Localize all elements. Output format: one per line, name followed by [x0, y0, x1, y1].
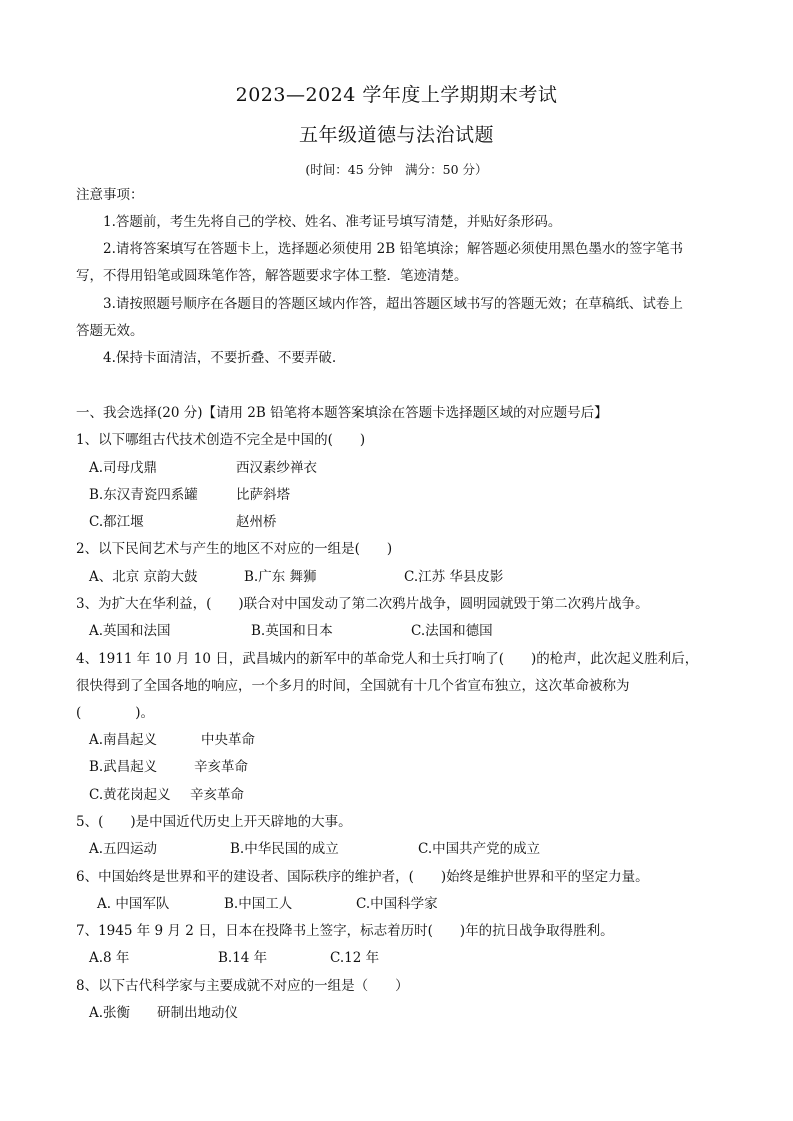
question-1-option-b-pair: 比萨斜塔 [236, 487, 290, 503]
question-4-option-b: B.武昌起义 [89, 759, 158, 775]
question-5-option-a: A.五四运动 [89, 841, 158, 857]
exam-title: 2023—2024 学年度上学期期末考试 [235, 84, 558, 106]
question-4-stem-line-3: ( )。 [76, 705, 155, 721]
notice-item-2-line-1: 2.请将答案填写在答题卡上，选择题必须使用 2B 铅笔填涂；解答题必须使用黑色墨水的签字笔书 [103, 241, 683, 257]
notice-item-1: 1.答题前，考生先将自己的学校、姓名、准考证号填写清楚，并贴好条形码。 [103, 214, 562, 230]
question-6-stem: 6、中国始终是世界和平的建设者、国际秩序的维护者，( )始终是维护世界和平的坚定力量。 [76, 869, 649, 885]
question-2-option-b: B.广东 舞狮 [244, 569, 317, 585]
question-7-option-c: C.12 年 [330, 950, 380, 966]
question-7-option-a: A.8 年 [89, 950, 130, 966]
question-3-option-c: C.法国和德国 [411, 623, 493, 639]
question-6-option-a: A. 中国军队 [97, 896, 170, 912]
question-1-option-b: B.东汉青瓷四系罐 [89, 487, 198, 503]
question-7-stem: 7、1945 年 9 月 2 日，日本在投降书上签字，标志着历时( )年的抗日战争取得胜利。 [76, 923, 614, 939]
question-1-option-a: A.司母戊鼎 [89, 460, 158, 476]
question-5-option-c: C.中国共产党的成立 [418, 841, 541, 857]
notice-heading: 注意事项： [76, 187, 144, 203]
notice-item-3-line-2: 答题无效。 [76, 323, 144, 339]
question-8-option-a: A.张衡 [89, 1005, 131, 1021]
question-8-option-a-pair: 研制出地动仪 [157, 1005, 238, 1021]
question-5-stem: 5、( )是中国近代历史上开天辟地的大事。 [76, 814, 352, 830]
question-4-stem-line-2: 很快得到了全国各地的响应，一个多月的时间，全国就有十几个省宣布独立，这次革命被称为 [76, 678, 630, 694]
question-8-stem: 8、以下古代科学家与主要成就不对应的一组是（ ） [76, 978, 409, 994]
question-4-option-c: C.黄花岗起义 [89, 787, 171, 803]
question-5-option-b: B.中华民国的成立 [230, 841, 339, 857]
question-4-option-c-pair: 辛亥革命 [190, 787, 244, 803]
question-3-option-b: B.英国和日本 [251, 623, 333, 639]
exam-time-info: (时间：45 分钟 满分：50 分） [305, 162, 488, 177]
question-4-stem-line-1: 4、1911 年 10 月 10 日，武昌城内的新军中的革命党人和士兵打响了( )的枪声，此次起义胜利后， [76, 651, 699, 667]
section-1-heading: 一、我会选择(20 分)【请用 2B 铅笔将本题答案填涂在答题卡选择题区域的对应题号后】 [76, 405, 608, 421]
question-3-stem: 3、为扩大在华利益，( )联合对中国发动了第二次鸦片战争，圆明园就毁于第二次鸦片战争。 [76, 596, 649, 612]
question-6-option-b: B.中国工人 [224, 896, 293, 912]
question-1-option-c-pair: 赵州桥 [236, 514, 277, 530]
question-4-option-b-pair: 辛亥革命 [194, 759, 248, 775]
question-4-option-a-pair: 中央革命 [201, 732, 255, 748]
question-3-option-a: A.英国和法国 [89, 623, 171, 639]
question-1-option-c: C.都江堰 [89, 514, 144, 530]
question-1-option-a-pair: 西汉素纱禅衣 [236, 460, 317, 476]
question-2-option-a: A、北京 京韵大鼓 [89, 569, 198, 585]
question-2-option-c: C.江苏 华县皮影 [404, 569, 504, 585]
question-1-stem: 1、以下哪组古代技术创造不完全是中国的( ) [76, 432, 366, 448]
notice-item-3-line-1: 3.请按照题号顺序在各题目的答题区域内作答，超出答题区域书写的答题无效；在草稿纸、试卷上 [103, 296, 683, 312]
question-4-option-a: A.南昌起义 [89, 732, 158, 748]
question-6-option-c: C.中国科学家 [356, 896, 438, 912]
question-2-stem: 2、以下民间艺术与产生的地区不对应的一组是( ) [76, 541, 393, 557]
question-7-option-b: B.14 年 [218, 950, 268, 966]
exam-subtitle: 五年级道德与法治试题 [298, 124, 494, 146]
notice-item-4: 4.保持卡面清洁，不要折叠、不要弄破. [103, 350, 337, 366]
notice-item-2-line-2: 写，不得用铅笔或圆珠笔作答，解答题要求字体工整．笔迹清楚。 [76, 268, 468, 284]
